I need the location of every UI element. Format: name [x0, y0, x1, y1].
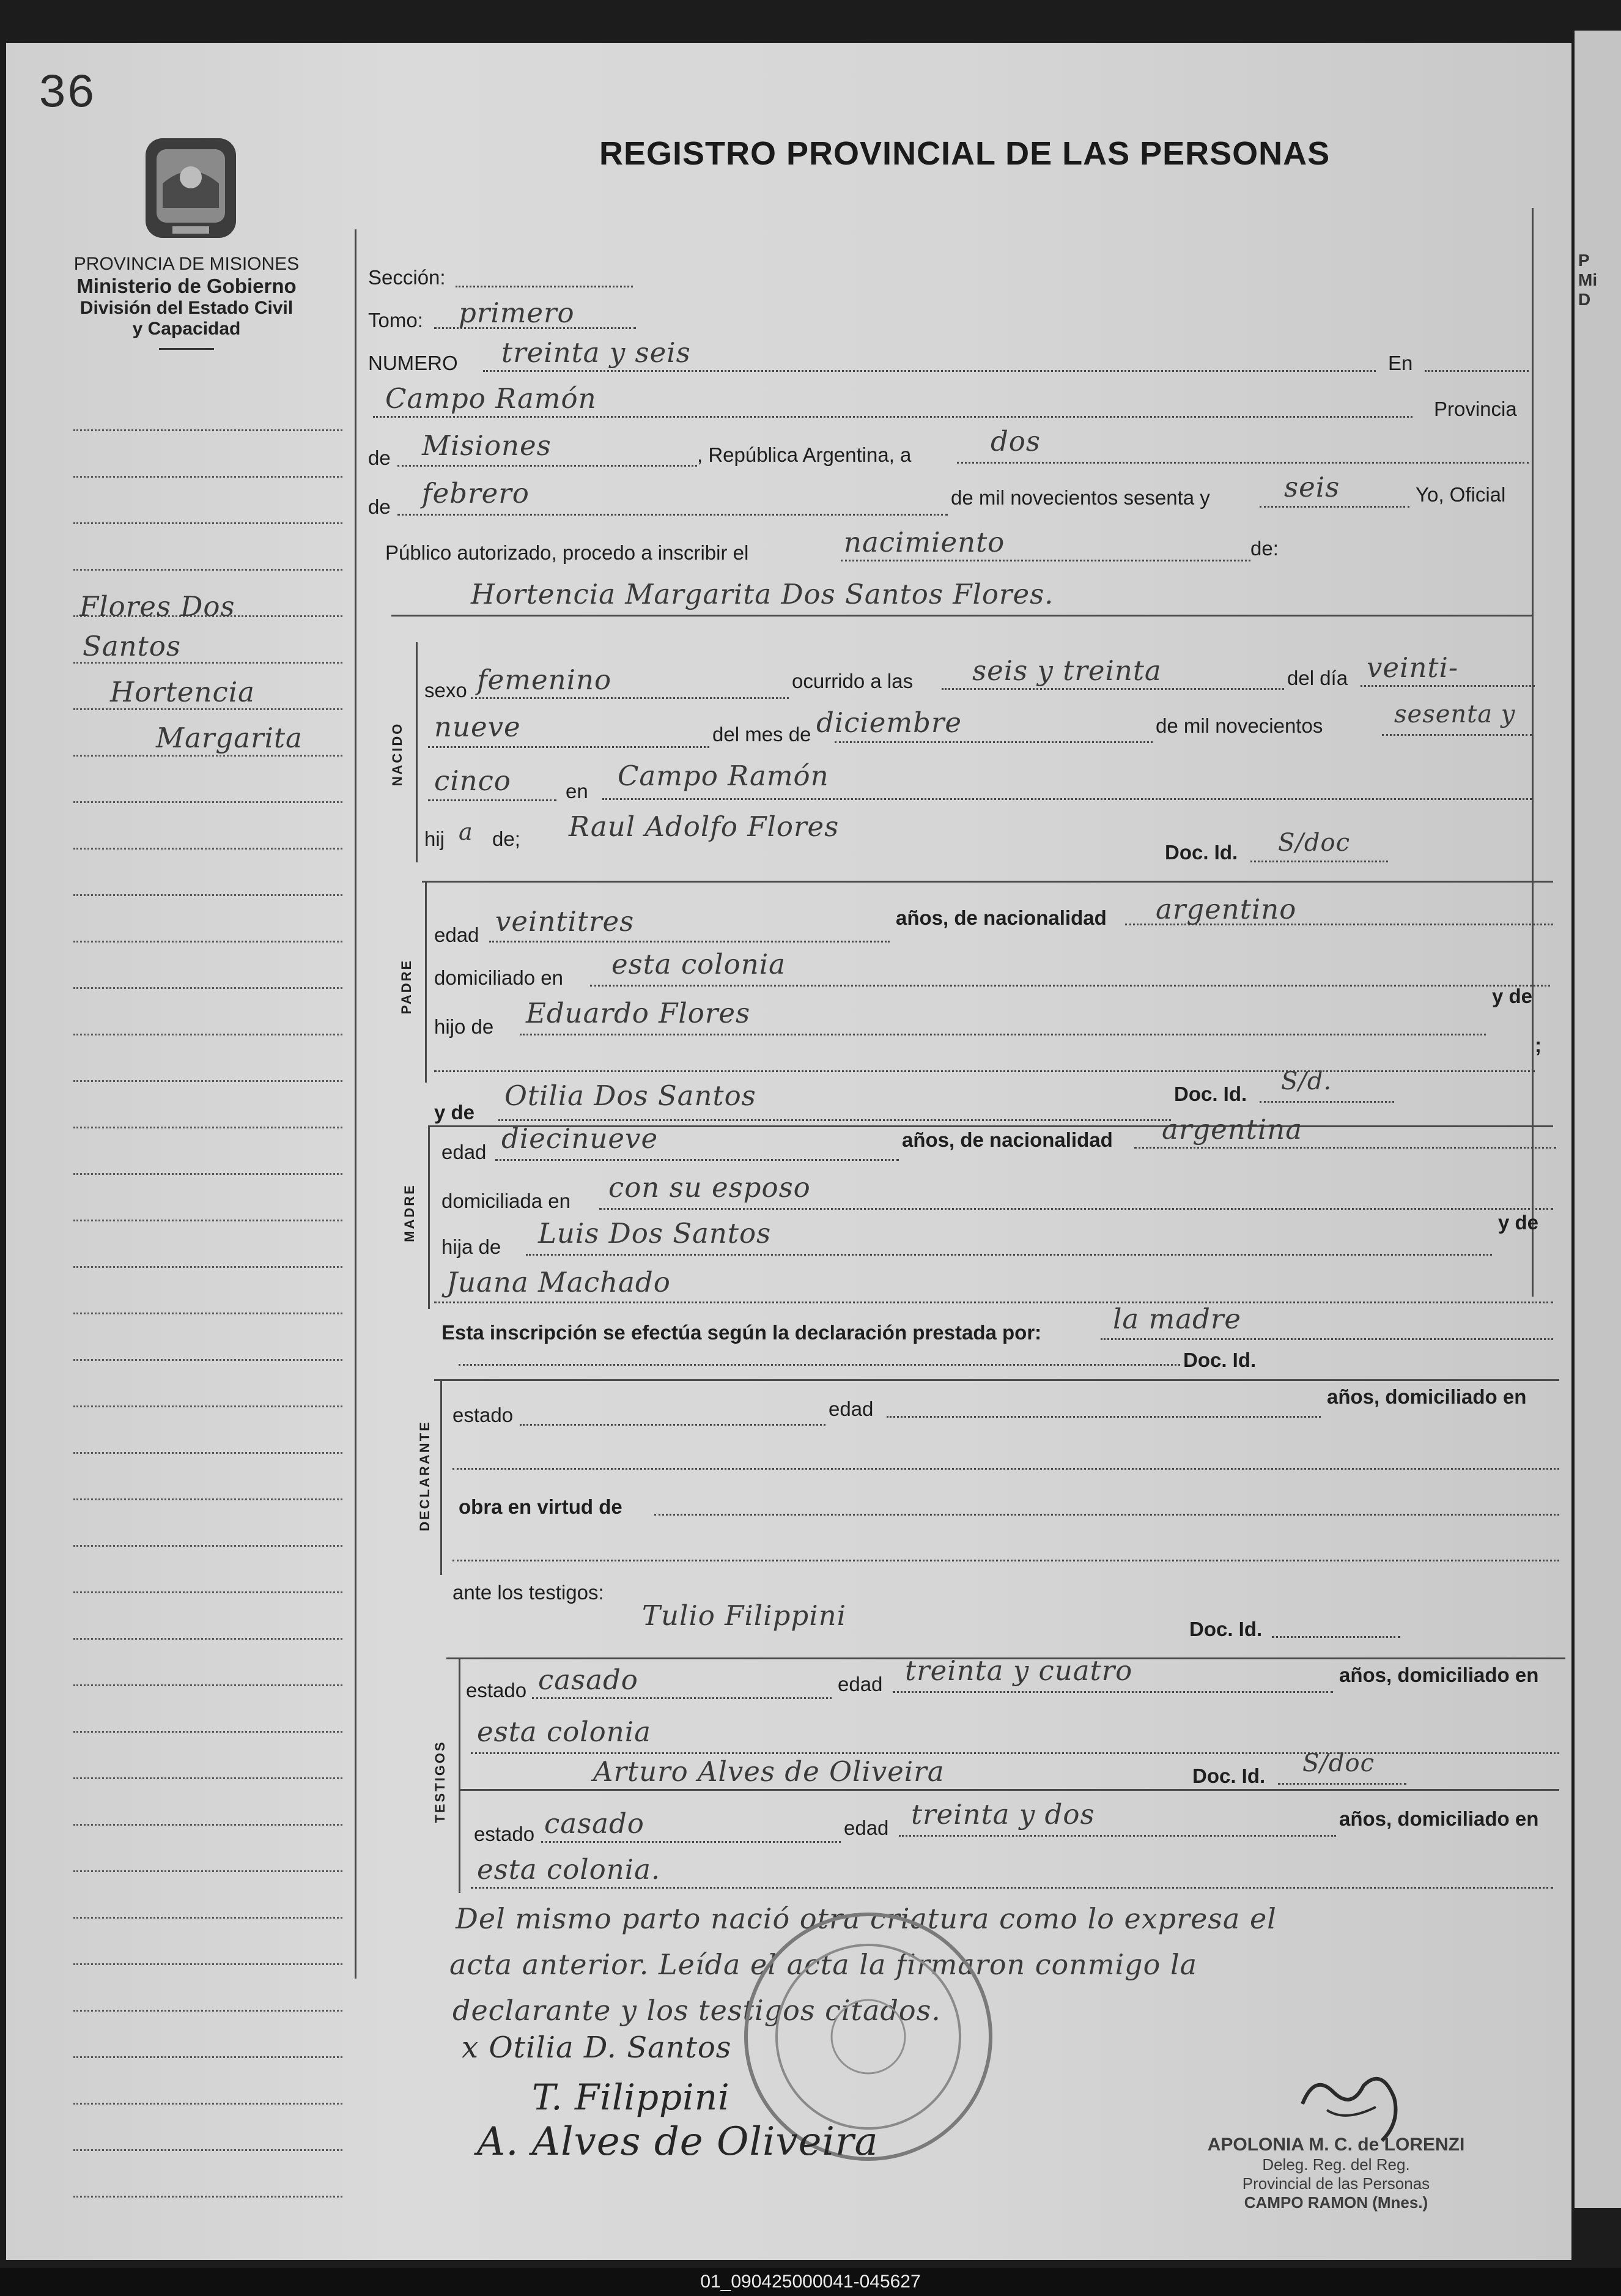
- form-left-border: [355, 229, 356, 1979]
- label-anos-nac-madre: años, de nacionalidad: [902, 1128, 1113, 1151]
- label-edad-padre: edad: [434, 924, 479, 946]
- label-estado-t2: estado: [474, 1823, 535, 1845]
- field-dia: dos: [991, 425, 1041, 457]
- field-madre-domicilio: con su esposo: [608, 1171, 811, 1204]
- label-y-de-madre: y de: [434, 1101, 475, 1124]
- field-padre-padre: Eduardo Flores: [526, 997, 751, 1029]
- label-de-mil: de mil novecientos: [1156, 714, 1323, 737]
- margin-ruled-line: [73, 986, 342, 989]
- label-hijo-de: hijo de: [434, 1015, 494, 1038]
- field-madre-nombre: Otilia Dos Santos: [504, 1079, 756, 1112]
- field-testigo1-domicilio: esta colonia: [477, 1716, 651, 1748]
- closing-line1: Del mismo parto nació otra criatura como lo expresa el: [456, 1902, 1277, 1935]
- agency-block: [43, 254, 330, 350]
- margin-ruled-line: [73, 2009, 342, 2012]
- field-dia-nac-2: nueve: [434, 711, 521, 743]
- agency-division: División del Estado Civil: [79, 298, 294, 318]
- field-madre-madre: Juana Machado: [446, 1266, 671, 1298]
- margin-ruled-line: [73, 1683, 342, 1686]
- margin-ruled-line: [73, 2148, 342, 2151]
- nacido-border: [416, 642, 418, 862]
- caption-bar: [0, 2268, 1621, 2296]
- label-publico: Público autorizado, procedo a inscribir el: [385, 541, 749, 564]
- margin-ruled-line: [73, 1590, 342, 1593]
- field-testigo2-estado: casado: [544, 1807, 644, 1840]
- footer-filename: 01_090425000041-045627: [700, 2272, 921, 2292]
- field-hora: seis y treinta: [972, 654, 1162, 687]
- field-testigo1-edad: treinta y cuatro: [905, 1654, 1133, 1687]
- field-padre-edad: veintitres: [495, 905, 635, 938]
- label-edad-declarante: edad: [829, 1398, 874, 1420]
- margin-note-line3: Hortencia: [110, 676, 255, 708]
- agency-province: PROVINCIA DE MISIONES: [73, 254, 300, 274]
- label-y-de-padre: y de: [1492, 985, 1533, 1007]
- label-en-nac: en: [566, 780, 588, 802]
- official-title: Deleg. Reg. del Reg.: [1262, 2155, 1410, 2174]
- section-madre: MADRE: [402, 1183, 417, 1242]
- field-anio-nac-2: cinco: [434, 765, 511, 797]
- margin-ruled-line: [73, 521, 342, 524]
- label-del-dia: del día: [1287, 667, 1348, 689]
- field-numero: treinta y seis: [501, 336, 691, 369]
- field-padre-nombre: Raul Adolfo Flores: [569, 810, 840, 843]
- field-lugar: Campo Ramón: [385, 382, 597, 415]
- field-provincia: Misiones: [422, 429, 552, 462]
- official-stamp-block: [1171, 2135, 1501, 2212]
- label-ocurrido: ocurrido a las: [792, 670, 914, 692]
- field-sexo: femenino: [477, 664, 612, 696]
- margin-ruled-line: [73, 1172, 342, 1175]
- label-hij: hij: [424, 828, 445, 850]
- label-doc-id-testigo2: Doc. Id.: [1192, 1765, 1266, 1787]
- field-tomo: primero: [459, 297, 575, 329]
- field-testigo2-edad: treinta y dos: [911, 1798, 1095, 1831]
- field-testigo2-nombre: Arturo Alves de Oliveira: [593, 1755, 945, 1788]
- signature-filippini: T. Filippini: [532, 2076, 730, 2118]
- field-dia-nac-1: veinti-: [1367, 651, 1459, 684]
- field-nombre: Hortencia Margarita Dos Santos Flores.: [471, 578, 1054, 610]
- margin-ruled-line: [73, 1079, 342, 1082]
- margin-ruled-line: [73, 1823, 342, 1826]
- margin-ruled-line: [73, 2102, 342, 2105]
- field-padre-nac: argentino: [1156, 893, 1297, 925]
- label-anos-dom-t2: años, domiciliado en: [1339, 1807, 1539, 1830]
- field-hij-suffix: a: [459, 818, 473, 845]
- label-sexo: sexo: [424, 679, 467, 702]
- label-tomo: Tomo:: [368, 309, 423, 331]
- margin-ruled-line: [73, 2194, 342, 2198]
- field-padre-domicilio: esta colonia: [611, 948, 786, 980]
- label-domiciliado-padre: domiciliado en: [434, 966, 563, 989]
- field-anio: seis: [1284, 471, 1340, 503]
- label-estado-t1: estado: [466, 1679, 527, 1702]
- margin-ruled-line: [73, 800, 342, 803]
- agency-capacity: y Capacidad: [132, 319, 241, 339]
- label-estado-declarante: estado: [452, 1404, 514, 1426]
- label-domiciliada: domiciliada en: [441, 1190, 570, 1212]
- label-semicolon: ;: [1535, 1034, 1542, 1056]
- page-number: 36: [38, 67, 95, 121]
- label-edad-t1: edad: [838, 1673, 883, 1695]
- closing-line3: declarante y los testigos citados.: [452, 1994, 941, 2027]
- label-seccion: Sección:: [368, 266, 446, 289]
- field-lugar-nac: Campo Ramón: [618, 760, 829, 792]
- margin-ruled-line: [73, 1637, 342, 1640]
- form-right-border: [1532, 208, 1534, 1297]
- margin-ruled-line: [73, 939, 342, 942]
- padre-border: [425, 881, 427, 1083]
- declarante-border: [440, 1379, 442, 1575]
- label-de-1: de: [368, 446, 391, 469]
- margin-ruled-line: [73, 475, 342, 478]
- margin-ruled-line: [73, 1451, 342, 1454]
- margin-ruled-line: [73, 1730, 342, 1733]
- label-de-colon: de:: [1250, 537, 1279, 560]
- field-mes-nac: diciembre: [816, 706, 962, 739]
- official-registry: Provincial de las Personas: [1242, 2174, 1430, 2193]
- field-testigo1-nombre: Tulio Filippini: [642, 1599, 846, 1632]
- closing-line2: acta anterior. Leída el acta la firmaron conmigo la: [449, 1948, 1198, 1981]
- field-anio-nac-1: sesenta y: [1394, 700, 1516, 728]
- field-acto: nacimiento: [844, 526, 1005, 558]
- margin-ruled-line: [73, 1311, 342, 1314]
- section-nacido: NACIDO: [390, 722, 405, 787]
- label-provincia: Provincia: [1434, 398, 1517, 420]
- label-yo-oficial: Yo, Oficial: [1416, 483, 1506, 506]
- label-de-mil-sesenta: de mil novecientos sesenta y: [951, 486, 1210, 509]
- label-de-2: de: [368, 495, 391, 518]
- margin-ruled-line: [73, 2055, 342, 2058]
- section-testigos: TESTIGOS: [432, 1740, 448, 1823]
- margin-ruled-line: [73, 1265, 342, 1268]
- margin-ruled-line: [73, 846, 342, 850]
- label-en: En: [1388, 352, 1413, 374]
- field-testigo2-domicilio: esta colonia.: [477, 1853, 661, 1886]
- margin-ruled-line: [73, 893, 342, 896]
- margin-note-line4: Margarita: [156, 722, 303, 754]
- field-mes: febrero: [422, 477, 530, 509]
- official-location: CAMPO RAMON (Mnes.): [1244, 2193, 1428, 2212]
- margin-ruled-line: [73, 1916, 342, 1919]
- signature-otilia: x Otilia D. Santos: [462, 2031, 732, 2065]
- label-doc-id-padre: Doc. Id.: [1165, 841, 1238, 864]
- label-anos-dom-declarante: años, domiciliado en: [1327, 1385, 1527, 1408]
- margin-ruled-line: [73, 1497, 342, 1500]
- testigos-border: [459, 1657, 460, 1893]
- label-doc-id-madre: Doc. Id.: [1174, 1083, 1247, 1105]
- margin-ruled-line: [73, 1962, 342, 1965]
- field-declarante: la madre: [1113, 1303, 1241, 1335]
- section-padre: PADRE: [399, 958, 414, 1015]
- margin-ruled-line: [73, 428, 342, 431]
- margin-ruled-line: [73, 1358, 342, 1361]
- margin-ruled-line: [73, 1032, 342, 1035]
- official-signature-icon: [1290, 2049, 1425, 2147]
- label-edad-t2: edad: [844, 1816, 889, 1839]
- province-seal-icon: [142, 135, 240, 242]
- label-ante-testigos: ante los testigos:: [452, 1581, 604, 1604]
- label-hija-de: hija de: [441, 1235, 501, 1258]
- margin-ruled-line: [73, 1404, 342, 1407]
- field-madre-doc: S/d.: [1281, 1067, 1332, 1095]
- field-testigo1-estado: casado: [538, 1664, 638, 1696]
- label-declaracion: Esta inscripción se efectúa según la declaración prestada por:: [441, 1321, 1042, 1344]
- label-y-de-madre-2: y de: [1498, 1211, 1539, 1234]
- label-anos-dom-t1: años, domiciliado en: [1339, 1664, 1539, 1686]
- label-numero: NUMERO: [368, 352, 458, 374]
- margin-ruled-line: [73, 1869, 342, 1872]
- label-anos-nac-padre: años, de nacionalidad: [896, 906, 1107, 929]
- field-testigo2-doc: S/doc: [1302, 1749, 1375, 1777]
- label-doc-id-declarante: Doc. Id.: [1183, 1349, 1257, 1371]
- adjacent-page-edge: P Mi D: [1575, 31, 1621, 2208]
- margin-ruled-line: [73, 1125, 342, 1128]
- label-republica: , República Argentina, a: [697, 443, 912, 466]
- register-page: [6, 43, 1571, 2260]
- label-del-mes: del mes de: [712, 723, 811, 746]
- madre-border: [428, 1125, 430, 1309]
- agency-ministry: Ministerio de Gobierno: [76, 275, 297, 297]
- official-name: APOLONIA M. C. de LORENZI: [1207, 2135, 1465, 2155]
- margin-ruled-line: [73, 1776, 342, 1779]
- field-madre-edad: diecinueve: [501, 1122, 659, 1155]
- label-doc-id-testigo1: Doc. Id.: [1189, 1618, 1263, 1640]
- field-padre-doc: S/doc: [1278, 829, 1350, 857]
- page-title: REGISTRO PROVINCIAL DE LAS PERSONAS: [599, 135, 1331, 172]
- label-de-semicolon: de;: [492, 828, 520, 850]
- margin-note-line2: Santos: [83, 630, 181, 662]
- margin-note-line1: Flores Dos: [79, 590, 235, 623]
- signature-oliveira: A. Alves de Oliveira: [477, 2119, 879, 2165]
- margin-ruled-line: [73, 568, 342, 571]
- section-declarante: DECLARANTE: [417, 1420, 432, 1531]
- margin-ruled-line: [73, 1544, 342, 1547]
- field-madre-nac: argentina: [1162, 1113, 1303, 1146]
- field-madre-padre: Luis Dos Santos: [538, 1217, 772, 1250]
- label-edad-madre: edad: [441, 1141, 487, 1163]
- margin-ruled-line: [73, 1218, 342, 1221]
- label-obra: obra en virtud de: [459, 1495, 622, 1518]
